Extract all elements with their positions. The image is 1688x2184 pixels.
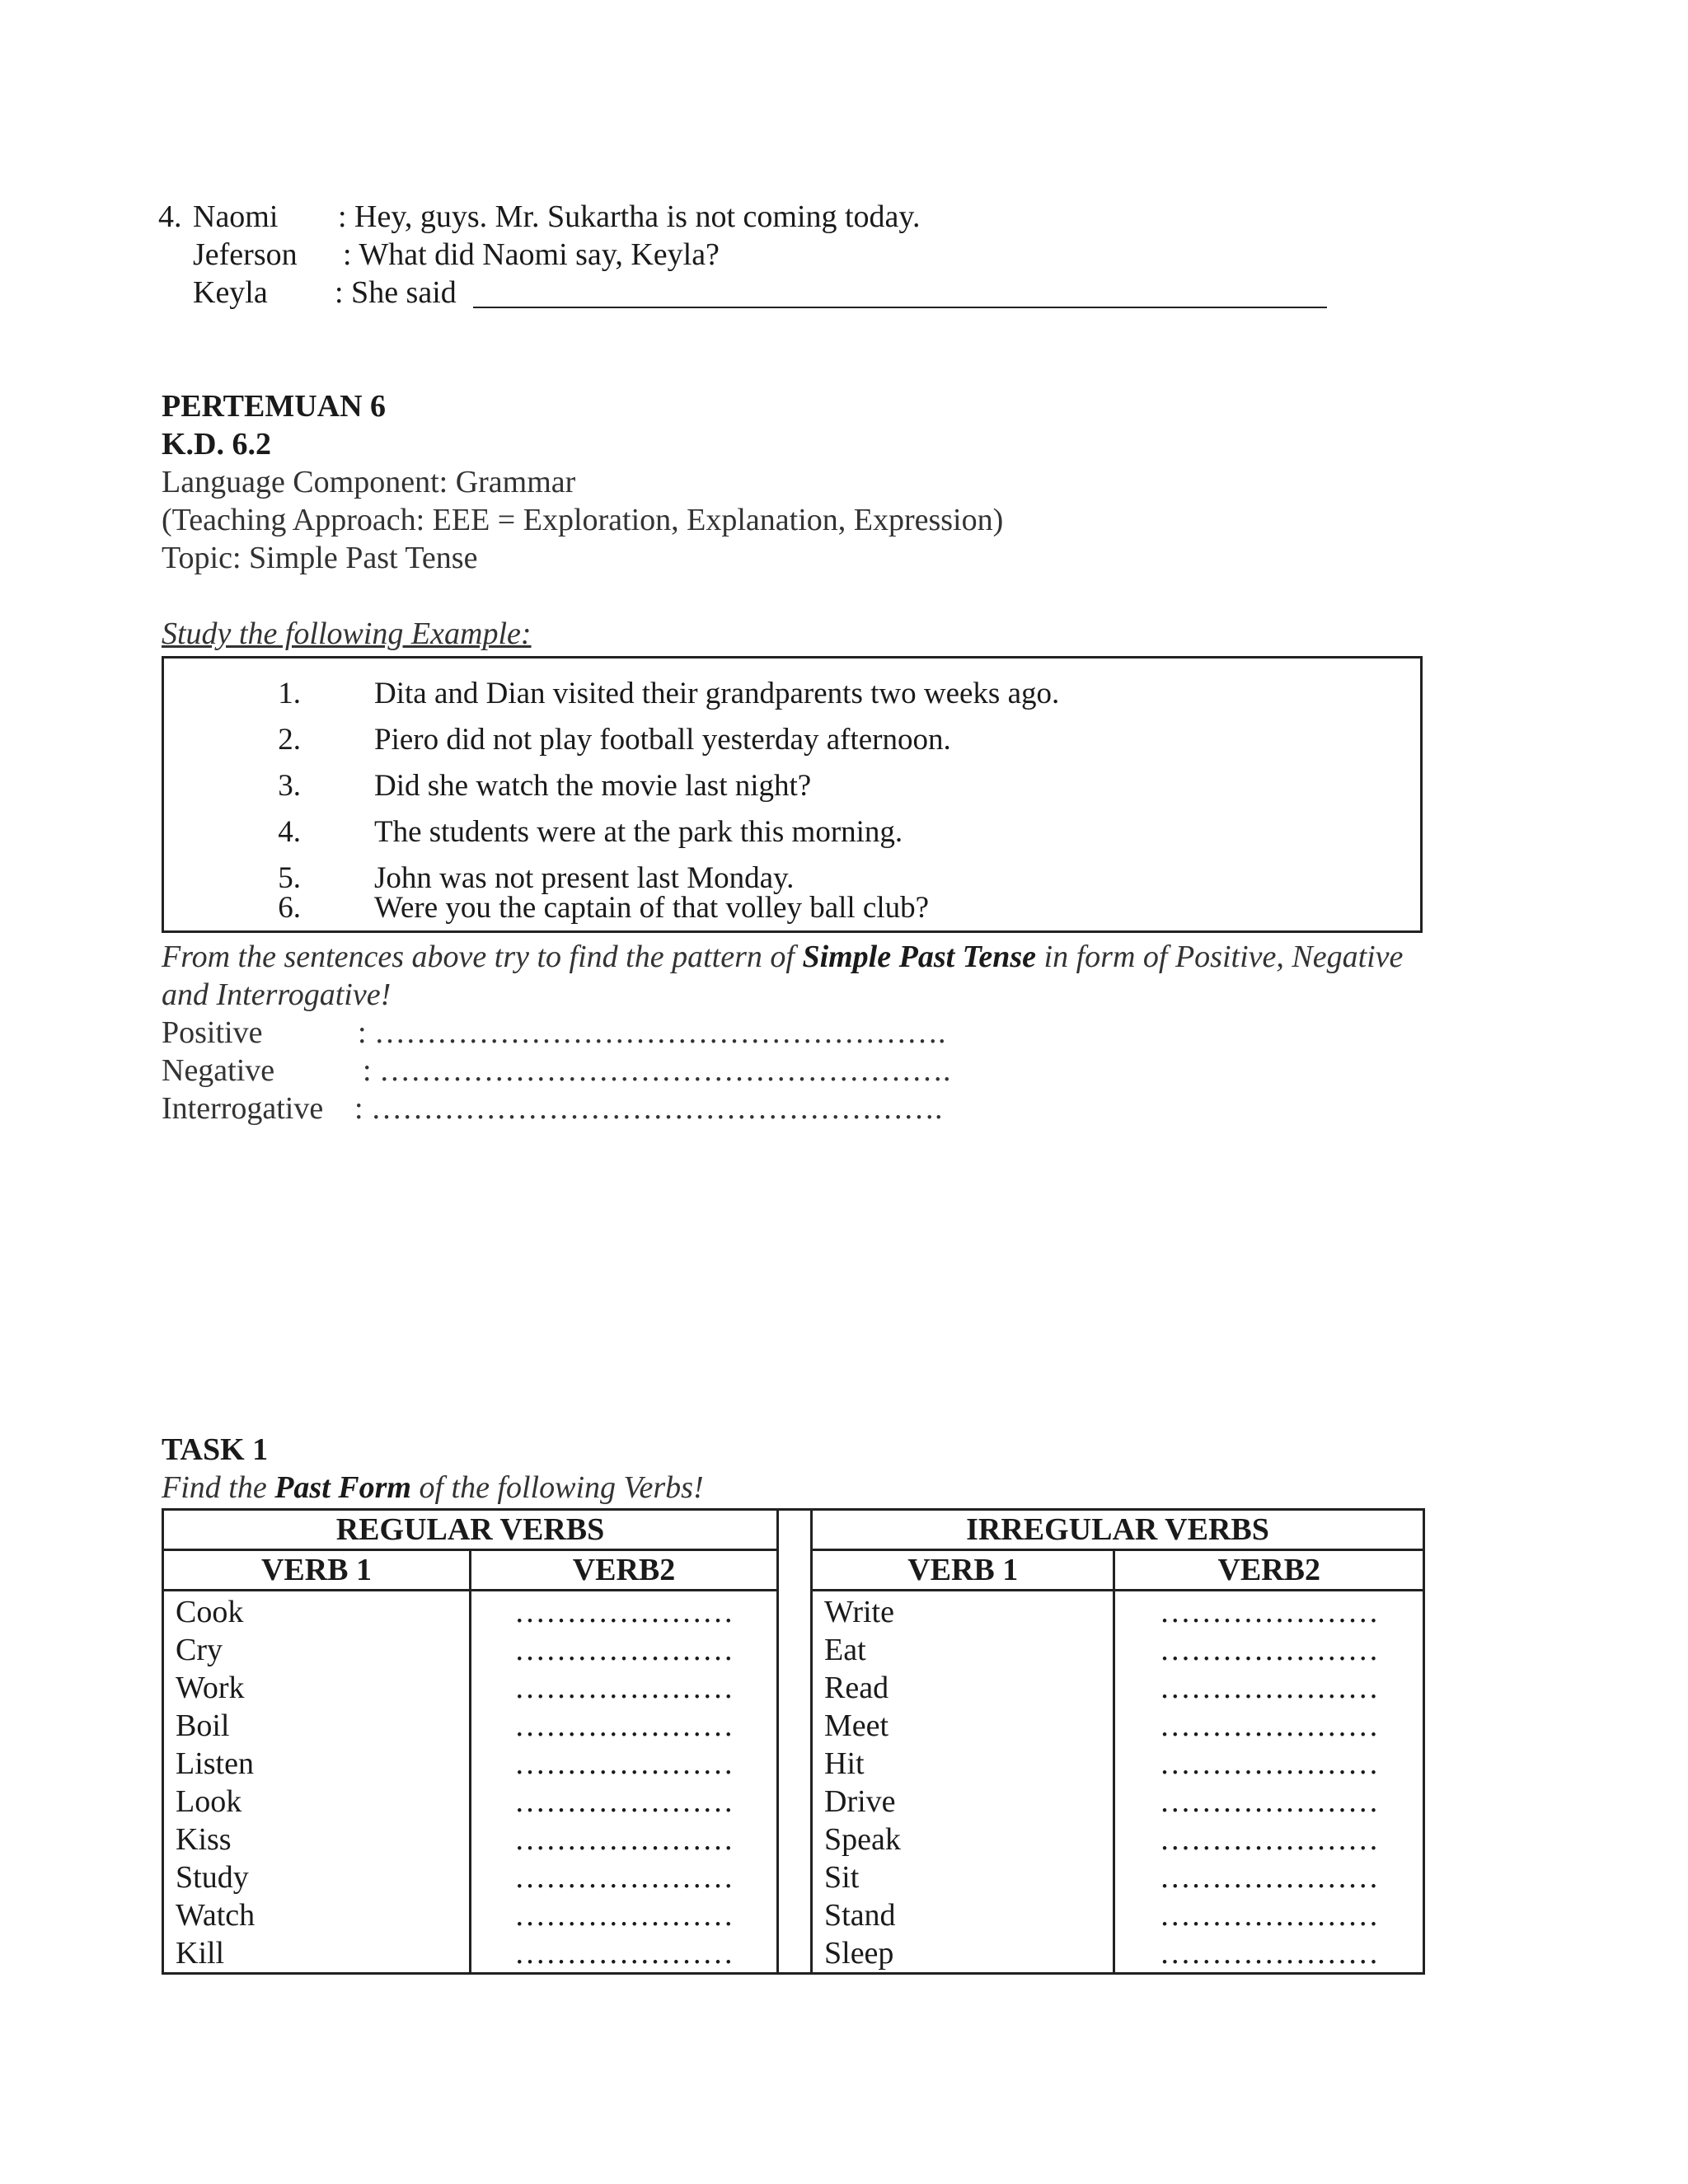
example-number: 3. bbox=[278, 769, 301, 803]
example-sentence: Dita and Dian visited their grandparents two weeks ago. bbox=[374, 677, 1060, 710]
irregular-verb: Drive bbox=[824, 1784, 896, 1819]
regular-verb: Kiss bbox=[176, 1822, 232, 1857]
verb2-blank[interactable]: ………………… bbox=[1159, 1860, 1379, 1895]
dialog-line: : She said bbox=[335, 275, 457, 310]
verb2-blank[interactable]: ………………… bbox=[1159, 1936, 1379, 1971]
verb2-blank[interactable]: ………………… bbox=[514, 1784, 734, 1819]
example-heading: Study the following Example: bbox=[162, 616, 532, 651]
regular-verb: Watch bbox=[176, 1898, 256, 1933]
irregular-verb: Sleep bbox=[824, 1936, 894, 1971]
irregular-verb1-list bbox=[812, 1591, 1114, 1974]
irregular-verb: Stand bbox=[824, 1898, 896, 1933]
pattern-instruction bbox=[162, 938, 1403, 976]
regular-verb: Work bbox=[176, 1671, 245, 1705]
verb2-blank[interactable]: ………………… bbox=[514, 1860, 734, 1895]
irregular-verb: Speak bbox=[824, 1822, 901, 1857]
pattern-label-negative: Negative bbox=[162, 1053, 275, 1088]
regular-verbs-header: REGULAR VERBS bbox=[163, 1510, 778, 1550]
pattern-instruction-pre: From the sentences above try to find the pattern of bbox=[162, 940, 803, 974]
pattern-instruction-bold: Simple Past Tense bbox=[802, 940, 1037, 974]
example-number: 5. bbox=[278, 861, 301, 895]
pattern-label-interrogative: Interrogative bbox=[162, 1091, 324, 1126]
pattern-answer-negative[interactable]: : ………………………………………………. bbox=[363, 1053, 951, 1088]
dialog-line: : Hey, guys. Mr. Sukartha is not coming today. bbox=[338, 199, 921, 234]
example-number: 4. bbox=[278, 815, 301, 849]
regular-verb: Study bbox=[176, 1860, 249, 1895]
verb2-blank[interactable]: ………………… bbox=[514, 1822, 734, 1857]
verb2-blank[interactable]: ………………… bbox=[1159, 1746, 1379, 1781]
answer-blank-line[interactable] bbox=[473, 307, 1327, 308]
irregular-verb2-header: VERB2 bbox=[1114, 1550, 1424, 1591]
example-box bbox=[162, 656, 1423, 933]
regular-verb1-list bbox=[163, 1591, 471, 1974]
regular-verb1-header: VERB 1 bbox=[163, 1550, 471, 1591]
verb2-blank[interactable]: ………………… bbox=[514, 1595, 734, 1629]
table-gap bbox=[778, 1510, 812, 1974]
irregular-verb: Eat bbox=[824, 1633, 866, 1667]
verb2-blank[interactable]: ………………… bbox=[1159, 1595, 1379, 1629]
lesson-topic: Topic: Simple Past Tense bbox=[162, 541, 478, 575]
pattern-label-positive: Positive bbox=[162, 1015, 263, 1050]
verb2-blank[interactable]: ………………… bbox=[514, 1936, 734, 1971]
verb2-blank[interactable]: ………………… bbox=[1159, 1784, 1379, 1819]
task-instruction-post: of the following Verbs! bbox=[410, 1470, 704, 1505]
irregular-verb: Meet bbox=[824, 1708, 889, 1743]
example-sentence: Did she watch the movie last night? bbox=[374, 769, 812, 803]
pattern-instruction-post: in form of Positive, Negative bbox=[1036, 940, 1404, 974]
regular-verb: Cook bbox=[176, 1595, 244, 1629]
irregular-verb: Hit bbox=[824, 1746, 865, 1781]
pattern-answer-interrogative[interactable]: : ………………………………………………. bbox=[354, 1091, 943, 1126]
task-title: TASK 1 bbox=[162, 1432, 269, 1467]
verb2-blank[interactable]: ………………… bbox=[1159, 1633, 1379, 1667]
verb2-blank[interactable]: ………………… bbox=[1159, 1708, 1379, 1743]
language-component: Language Component: Grammar bbox=[162, 465, 576, 499]
verb2-blank[interactable]: ………………… bbox=[514, 1671, 734, 1705]
irregular-verb: Read bbox=[824, 1671, 889, 1705]
example-sentence: John was not present last Monday. bbox=[374, 861, 795, 895]
kd-code: K.D. 6.2 bbox=[162, 427, 271, 462]
irregular-verb1-header: VERB 1 bbox=[812, 1550, 1114, 1591]
pattern-instruction-line2: and Interrogative! bbox=[162, 977, 392, 1012]
meeting-title: PERTEMUAN 6 bbox=[162, 389, 387, 424]
dialog-speaker: Jeferson bbox=[193, 237, 298, 272]
verb2-blank[interactable]: ………………… bbox=[1159, 1671, 1379, 1705]
verb2-blank[interactable]: ………………… bbox=[1159, 1898, 1379, 1933]
verb2-blank[interactable]: ………………… bbox=[514, 1746, 734, 1781]
example-sentence: Piero did not play football yesterday afternoon. bbox=[374, 723, 951, 757]
verb-table-group-header-row bbox=[163, 1510, 1424, 1550]
dialog-speaker: Keyla bbox=[193, 275, 268, 310]
example-sentence: Were you the captain of that volley ball club? bbox=[374, 891, 930, 925]
verb2-blank[interactable]: ………………… bbox=[1159, 1822, 1379, 1857]
dialog-speaker: Naomi bbox=[193, 199, 279, 234]
regular-verb: Look bbox=[176, 1784, 242, 1819]
irregular-verb: Sit bbox=[824, 1860, 860, 1895]
pattern-answer-positive[interactable]: : ………………………………………………. bbox=[358, 1015, 946, 1050]
example-number: 1. bbox=[278, 677, 301, 710]
regular-verb2-list bbox=[471, 1591, 778, 1974]
dialog-line: : What did Naomi say, Keyla? bbox=[343, 237, 720, 272]
task-instruction-pre: Find the bbox=[162, 1470, 275, 1505]
verb2-blank[interactable]: ………………… bbox=[514, 1898, 734, 1933]
task-instruction-bold: Past Form bbox=[274, 1470, 411, 1505]
irregular-verbs-header: IRREGULAR VERBS bbox=[812, 1510, 1424, 1550]
dialog-number: 4. bbox=[158, 199, 182, 234]
regular-verb: Kill bbox=[176, 1936, 225, 1971]
regular-verb: Boil bbox=[176, 1708, 230, 1743]
example-number: 2. bbox=[278, 723, 301, 757]
verb-table bbox=[162, 1508, 1425, 1975]
irregular-verb: Write bbox=[824, 1595, 894, 1629]
regular-verb: Cry bbox=[176, 1633, 223, 1667]
regular-verb: Listen bbox=[176, 1746, 254, 1781]
irregular-verb2-list bbox=[1114, 1591, 1424, 1974]
verb2-blank[interactable]: ………………… bbox=[514, 1633, 734, 1667]
regular-verb2-header: VERB2 bbox=[471, 1550, 778, 1591]
example-sentence: The students were at the park this morning. bbox=[374, 815, 903, 849]
teaching-approach: (Teaching Approach: EEE = Exploration, Explanation, Expression) bbox=[162, 503, 1004, 537]
example-number: 6. bbox=[278, 891, 301, 925]
task-instruction bbox=[162, 1469, 704, 1507]
verb2-blank[interactable]: ………………… bbox=[514, 1708, 734, 1743]
